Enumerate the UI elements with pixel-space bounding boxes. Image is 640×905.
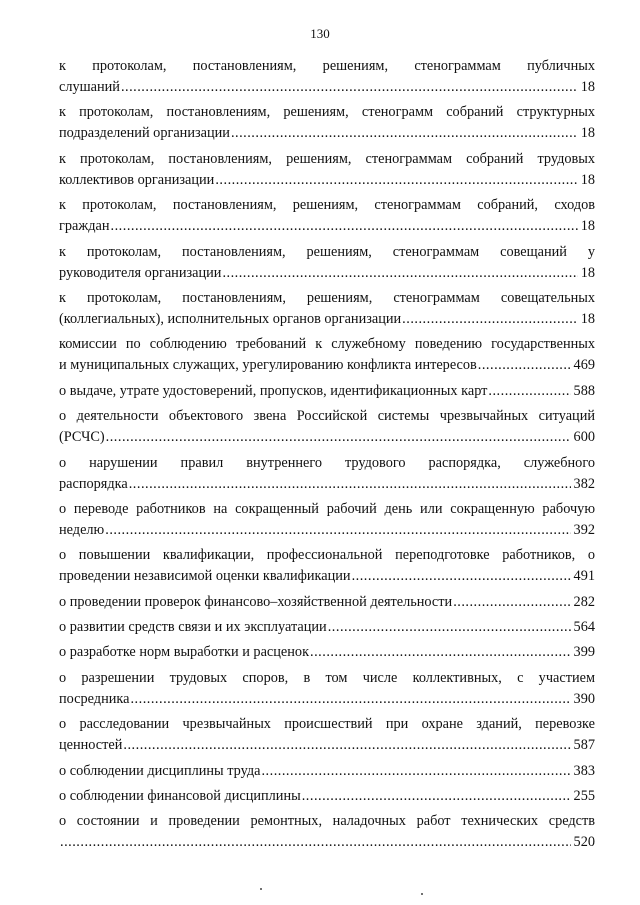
index-entry bbox=[59, 668, 595, 710]
entry-page-number: 399 bbox=[573, 644, 595, 661]
entry-page-number: 564 bbox=[573, 619, 595, 636]
dot-leader bbox=[105, 520, 570, 541]
entry-text-line: о нарушении правил внутреннего трудового распорядка, служебного bbox=[59, 454, 595, 471]
entry-text-tail: распорядка bbox=[59, 475, 128, 492]
index-entries bbox=[59, 56, 595, 858]
entry-final-line bbox=[59, 123, 595, 144]
dot-leader bbox=[402, 309, 578, 330]
entry-text-line: о расследовании чрезвычайных происшествий при охране зданий, перевозке bbox=[59, 716, 595, 733]
entry-text-tail: о соблюдении дисциплины труда bbox=[59, 762, 261, 779]
dot-leader bbox=[352, 566, 571, 587]
dot-leader bbox=[121, 77, 578, 98]
index-entry bbox=[59, 149, 595, 191]
entry-page-number: 491 bbox=[573, 568, 595, 585]
entry-page-number: 18 bbox=[580, 218, 595, 235]
dot-leader bbox=[215, 170, 577, 191]
entry-page-number: 18 bbox=[580, 310, 595, 327]
entry-final-line bbox=[59, 170, 595, 191]
index-entry bbox=[59, 617, 595, 638]
dot-leader bbox=[129, 474, 571, 495]
index-entry bbox=[59, 242, 595, 284]
dot-leader bbox=[302, 786, 571, 807]
entry-page-number: 18 bbox=[580, 79, 595, 95]
dot-leader bbox=[261, 761, 570, 782]
entry-final-line bbox=[59, 216, 595, 237]
entry-text-line: к протоколам, постановлениям, решениям, стенограммам собраний трудовых bbox=[59, 150, 595, 167]
dot-leader bbox=[488, 381, 570, 402]
entry-text-line: о состоянии и проведении ремонтных, наладочных работ технических средств bbox=[59, 813, 595, 830]
entry-text-line: к протоколам, постановлениям, решениям, стенограммам совещаний у bbox=[59, 243, 595, 260]
scan-speck bbox=[421, 893, 423, 895]
entry-text-tail: (коллегиальных), исполнительных органов организации bbox=[59, 310, 402, 327]
entry-final-line bbox=[59, 427, 595, 448]
entry-final-line bbox=[59, 832, 595, 853]
entry-text-tail: о соблюдении финансовой дисциплины bbox=[59, 788, 301, 805]
entry-final-line bbox=[59, 689, 595, 710]
entry-text-tail: граждан bbox=[59, 218, 110, 235]
entry-page-number: 520 bbox=[573, 834, 595, 851]
dot-leader bbox=[222, 263, 577, 284]
entry-page-number: 600 bbox=[573, 429, 595, 446]
entry-text-line: о повышении квалификации, профессиональной переподготовке работников, о bbox=[59, 547, 595, 564]
entry-text-tail: и муниципальных служащих, урегулированию конфликта интересов bbox=[59, 357, 477, 374]
entry-final-line bbox=[59, 263, 595, 284]
entry-text-tail: посредника bbox=[59, 690, 130, 707]
entry-page-number: 383 bbox=[573, 762, 595, 779]
index-entry bbox=[59, 381, 595, 402]
scan-speck bbox=[260, 888, 262, 890]
entry-text-tail: о проведении проверок финансово–хозяйственной деятельности bbox=[59, 593, 453, 610]
entry-text-tail: подразделений организации bbox=[59, 125, 230, 142]
entry-text-tail: о выдаче, утрате удостоверений, пропусков, идентификационных карт bbox=[59, 382, 488, 399]
dot-leader bbox=[111, 216, 578, 237]
entry-final-line bbox=[59, 566, 595, 587]
entry-final-line bbox=[59, 77, 595, 98]
index-entry bbox=[59, 786, 595, 807]
entry-text-tail: руководителя организации bbox=[59, 264, 222, 281]
entry-page-number: 18 bbox=[580, 264, 595, 281]
index-entry bbox=[59, 642, 595, 663]
index-entry bbox=[59, 811, 595, 853]
entry-page-number: 18 bbox=[580, 125, 595, 142]
entry-final-line bbox=[59, 786, 595, 807]
entry-text-tail: коллективов организации bbox=[59, 171, 215, 188]
index-entry bbox=[59, 714, 595, 756]
entry-text-line: о разрешении трудовых споров, в том числе коллективных, с участием bbox=[59, 669, 595, 686]
entry-final-line bbox=[59, 355, 595, 376]
entry-text-line: к протоколам, постановлениям, решениям, стенограмм собраний структурных bbox=[59, 104, 595, 121]
entry-text-tail: ценностей bbox=[59, 737, 123, 754]
index-entry bbox=[59, 499, 595, 541]
entry-page-number: 588 bbox=[573, 382, 595, 399]
index-entry bbox=[59, 761, 595, 782]
entry-page-number: 282 bbox=[573, 593, 595, 610]
index-entry bbox=[59, 102, 595, 144]
entry-page-number: 18 bbox=[580, 171, 595, 188]
entry-final-line bbox=[59, 474, 595, 495]
dot-leader bbox=[310, 642, 571, 663]
entry-final-line bbox=[59, 642, 595, 663]
entry-text-line: к протоколам, постановлениям, решениям, стенограммам совещательных bbox=[59, 289, 595, 306]
entry-text-line: комиссии по соблюдению требований к служебному поведению государственных bbox=[59, 336, 595, 353]
entry-final-line bbox=[59, 381, 595, 402]
dot-leader bbox=[231, 123, 578, 144]
index-entry bbox=[59, 334, 595, 376]
entry-page-number: 390 bbox=[573, 690, 595, 707]
entry-page-number: 392 bbox=[573, 521, 595, 538]
entry-text-tail: неделю bbox=[59, 521, 105, 538]
dot-leader bbox=[60, 832, 571, 853]
dot-leader bbox=[106, 427, 571, 448]
entry-text-line: к протоколам, постановлениям, решениям, стенограммам собраний, сходов bbox=[59, 197, 595, 214]
entry-final-line bbox=[59, 761, 595, 782]
entry-final-line bbox=[59, 617, 595, 638]
entry-final-line bbox=[59, 735, 595, 756]
index-entry bbox=[59, 56, 595, 98]
entry-text-tail: проведении независимой оценки квалификации bbox=[59, 568, 351, 585]
index-entry bbox=[59, 592, 595, 613]
entry-text-tail: о разработке норм выработки и расценок bbox=[59, 644, 310, 661]
dot-leader bbox=[478, 355, 571, 376]
dot-leader bbox=[453, 592, 570, 613]
dot-leader bbox=[328, 617, 571, 638]
index-entry bbox=[59, 195, 595, 237]
entry-page-number: 587 bbox=[573, 737, 595, 754]
page-number: 130 bbox=[310, 26, 330, 41]
index-entry bbox=[59, 406, 595, 448]
index-entry bbox=[59, 545, 595, 587]
dot-leader bbox=[123, 735, 570, 756]
entry-page-number: 382 bbox=[573, 475, 595, 492]
entry-text-line: о деятельности объектового звена Российской системы чрезвычайных ситуаций bbox=[59, 408, 595, 425]
entry-text-tail: о развитии средств связи и их эксплуатации bbox=[59, 619, 327, 636]
index-entry bbox=[59, 288, 595, 330]
entry-text-tail: (РСЧС) bbox=[59, 429, 105, 446]
entry-text-tail: слушаний bbox=[59, 79, 120, 95]
entry-text-line: к протоколам, постановлениям, решениям, стенограммам публичных bbox=[59, 58, 595, 74]
entry-page-number: 469 bbox=[573, 357, 595, 374]
entry-final-line bbox=[59, 309, 595, 330]
entry-text-line: о переводе работников на сокращенный рабочий день или сокращенную рабочую bbox=[59, 500, 595, 517]
entry-page-number: 255 bbox=[573, 788, 595, 805]
entry-final-line bbox=[59, 592, 595, 613]
entry-final-line bbox=[59, 520, 595, 541]
index-entry bbox=[59, 453, 595, 495]
dot-leader bbox=[130, 689, 570, 710]
